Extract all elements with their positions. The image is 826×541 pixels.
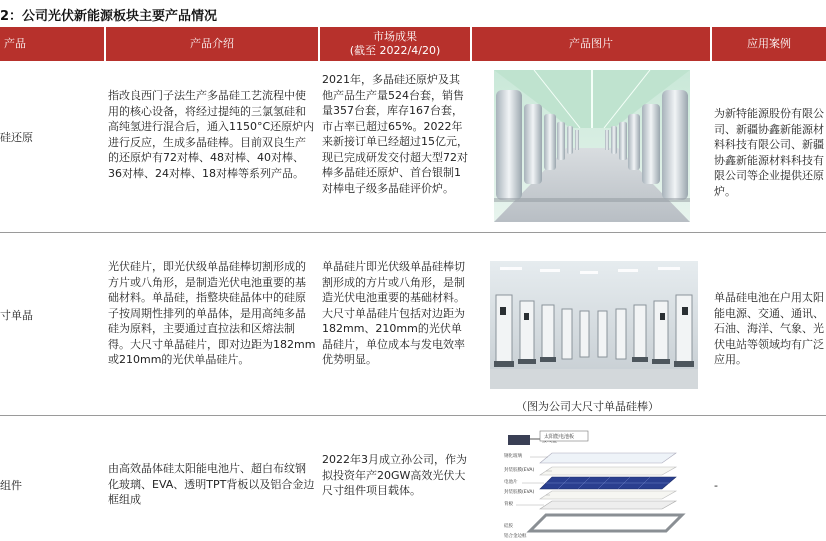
row1-cases: 为新特能源股份有限公司、新疆协鑫新能源材料科技有限公司、新疆协鑫新能源材料科技有限公司等企业提供还原炉。 [714, 107, 824, 198]
reduction-furnace-photo [494, 70, 690, 222]
row2-cases: 单晶硅电池在户用太阳能电源、交通、通讯、石油、海洋、气象、光伏电站等领域均有广泛应用。 [714, 291, 824, 366]
row1-intro: 指改良西门子法生产多晶硅工艺流程中使用的核心设备，将经过提纯的三氯氢硅和高纯氢进行混合后，通入1150°C还原炉内进行反应，生成多晶硅棒。目前双良生产的还原炉有72对棒、48对棒、40对棒、36对棒、24对棒、18对棒等系列产品。 [108, 89, 315, 180]
row1-product: 硅还原 [0, 131, 33, 144]
row2-intro: 光伏硅片，即光伏级单晶硅棒切割形成的方片或八角形，是制造光伏电池重要的基础材料。单晶硅，指整块硅晶体中的硅原子按周期性排列的单晶体，是用高纯多晶硅为原料，主要通过直拉法和区熔法制得。大尺寸单晶硅片，即对边距为182mm或210mm的光伏单晶硅片。 [108, 260, 316, 366]
row3-market: 2022年3月成立孙公司，作为拟投资年产20GW高效光伏大尺寸组件项目载体。 [322, 453, 467, 497]
row-separator-1 [0, 232, 826, 233]
header-intro: 产品介绍 [106, 27, 318, 61]
header-image: 产品图片 [472, 27, 710, 61]
row2-product: 寸单晶 [0, 309, 33, 322]
svg-text:铝合金边框: 铝合金边框 [504, 534, 527, 539]
svg-text:封装胶膜(EVA): 封装胶膜(EVA) [504, 490, 535, 495]
row3-intro: 由高效晶体硅太阳能电池片、超白布纹钢化玻璃、EVA、透明TPT背板以及铝合金边框组成 [108, 462, 315, 506]
module-structure-diagram [500, 427, 690, 541]
header-market [320, 27, 470, 61]
header-market-line1: 市场成果 [373, 30, 417, 43]
svg-text:钢化玻璃: 钢化玻璃 [504, 454, 522, 459]
svg-text:硅胶: 硅胶 [504, 524, 513, 529]
header-market-line2: (截至 2022/4/20) [349, 44, 441, 57]
row3-product: 组件 [0, 479, 22, 492]
svg-text:背板: 背板 [504, 502, 513, 507]
header-product: 产品 [0, 27, 104, 61]
header-cases: 应用案例 [712, 27, 826, 61]
svg-text:电池片: 电池片 [504, 480, 518, 485]
silicon-ingot-photo [490, 261, 698, 389]
table-title: 2：公司光伏新能源板块主要产品情况 [0, 9, 218, 24]
row2-market: 单晶硅片即光伏级单晶硅棒切割形成的方片或八角形，是制造光伏电池重要的基础材料。大尺寸单晶硅片包括对边距为182mm、210mm的光伏单晶硅片，单位成本与发电效率优势明显。 [322, 260, 465, 366]
row2-image-caption: （图为公司大尺寸单晶硅棒） [516, 400, 659, 413]
row3-cases: - [714, 479, 718, 492]
row1-market: 2021年，多晶硅还原炉及其他产品生产量524台套，销售量357台套，库存167台套，市占率已超过65%。2022年来新接订单已经超过15亿元，现已完成研发交付超大型72对棒多晶硅还原炉、首台银制1对棒电子级多晶硅评价炉。 [322, 73, 468, 195]
svg-text:封装胶膜(EVA): 封装胶膜(EVA) [504, 468, 535, 473]
row-separator-2 [0, 415, 826, 416]
svg-text:太阳能电池板: 太阳能电池板 [544, 434, 575, 440]
